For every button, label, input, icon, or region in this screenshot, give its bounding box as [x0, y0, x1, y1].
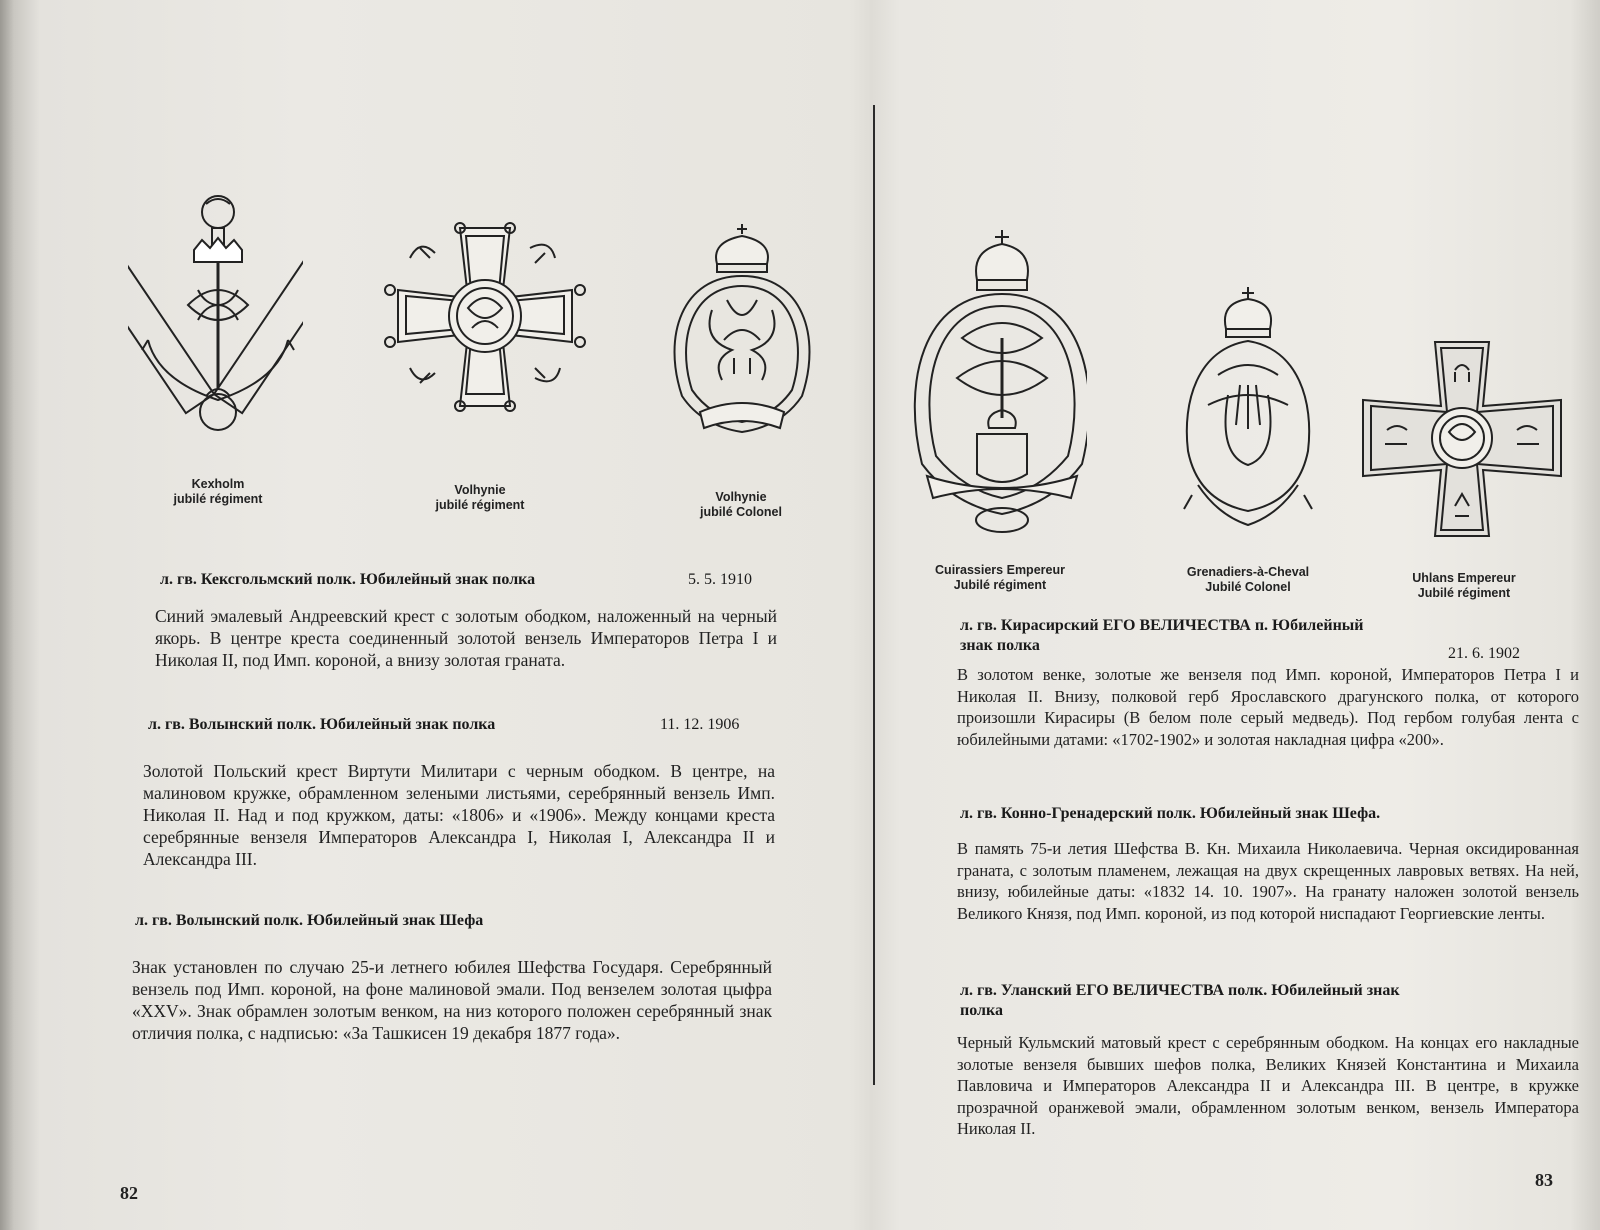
entry-volhynie-regiment-text: Золотой Польский крест Виртути Милитари с черным ободком. В центре, на малиновом кружке, обрамленном зелеными листьями, серебрянный вензель Имп. Николая II. Над и под кружком, даты: «1806» и «1906». Между концами креста серебрянные вензеля Императоров Александра I, Николая I, Александра II и Александра III.	[143, 761, 775, 869]
entry-kexholm-date: 5. 5. 1910	[688, 571, 752, 588]
volhynie-colonel-badge-illustration	[662, 220, 822, 450]
entry-volhynie-regiment-heading: л. гв. Волынский полк. Юбилейный знак полка 11. 12. 1906	[148, 716, 740, 733]
entry-cuirassiers-heading-line2: знак полка	[960, 637, 1040, 654]
entry-volhynie-colonel-heading: л. гв. Волынский полк. Юбилейный знак Шефа	[135, 912, 484, 929]
entry-uhlans-text: Черный Кульмский матовый крест с серебрянным ободком. На концах его накладные золотые вензеля бывших шефов полка, Великих Князей Константина и Михаила Павловича и Императоров Александра II и Александра III. В центре, в кружке прозрачной оранжевой эмали, обрамленном золотым венком, вензель Императора Николая II.	[957, 1033, 1579, 1138]
entry-kexholm-text: Синий эмалевый Андреевский крест с золотым ободком, наложенный на черный якорь. В центре креста соединенный золотой вензель Императоров Петра I и Николая II, под Имп. короной, а внизу золотая граната.	[155, 606, 777, 670]
kexholm-caption: Kexholm jubilé régiment	[173, 477, 263, 506]
entry-grenadiers-heading: л. гв. Конно-Гренадерский полк. Юбилейный знак Шефа.	[960, 805, 1381, 822]
entry-volhynie-regiment-date: 11. 12. 1906	[660, 716, 740, 733]
volhynie-regiment-caption: Volhynie jubilé régiment	[435, 483, 525, 512]
uhlans-caption: Uhlans Empereur Jubilé régiment	[1412, 571, 1516, 600]
entry-volhynie-colonel-text: Знак установлен по случаю 25-и летнего юбилея Шефства Государя. Серебрянный вензель под Имп. короной, на фоне малиновой эмали. Под вензелем золотая цыфра «XXV». Знак обрамлен золотым венком, на низ которого положен серебрянный знак отличия полка, с надписью: «За Ташкисен 19 декабря 1877 года».	[132, 957, 772, 1043]
entry-kexholm-heading: л. гв. Кексгольмский полк. Юбилейный знак полка 5. 5. 1910	[160, 571, 752, 588]
right-page	[875, 0, 1600, 1230]
entry-uhlans-heading: л. гв. Уланский ЕГО ВЕЛИЧЕСТВА полк. Юбилейный знак	[960, 982, 1400, 999]
page-number-right: 83	[1535, 1170, 1553, 1190]
entry-cuirassiers-date-row	[1448, 645, 1520, 663]
grenadiers-caption: Grenadiers-à-Cheval Jubilé Colonel	[1186, 565, 1310, 594]
entry-uhlans-heading-line2: полка	[960, 1002, 1003, 1019]
entry-cuirassiers-heading: л. гв. Кирасирский ЕГО ВЕЛИЧЕСТВА п. Юбилейный	[960, 617, 1364, 634]
volhynie-colonel-caption: Volhynie jubilé Colonel	[700, 490, 782, 519]
uhlans-badge-illustration	[1357, 340, 1567, 540]
grenadiers-badge-illustration	[1178, 285, 1328, 540]
entry-cuirassiers-text: В золотом венке, золотые же вензеля под Имп. короной, Императоров Петра I и Николая II. Внизу, полковой герб Ярославского драгунского полка, от которого произошли Кирасиры (В белом поле серый медведь). Под гербом голубая лента с юбилейными датами: «1702-1902» и золотая накладная цифра «200».	[957, 665, 1579, 749]
volhynie-regiment-badge-illustration	[380, 218, 590, 438]
cuirassiers-caption: Cuirassiers Empereur Jubilé régiment	[935, 563, 1065, 592]
kexholm-badge-illustration	[128, 190, 303, 440]
entry-cuirassiers-date: 21. 6. 1902	[1448, 645, 1520, 662]
page-number-left: 82	[120, 1183, 138, 1203]
cuirassiers-badge-illustration	[907, 228, 1087, 548]
entry-grenadiers-text: В память 75-и летия Шефства В. Кн. Михаила Николаевича. Черная оксидированная граната, с золотым пламенем, лежащая на двух скрещенных лавровых ветвях. На ней, внизу, юбилейные даты: «1832 14. 10. 1907». На гранату наложен золотой вензель Великого Князя, под Имп. короной, из под которой ниспадают Георгиевские ленты.	[957, 839, 1579, 923]
